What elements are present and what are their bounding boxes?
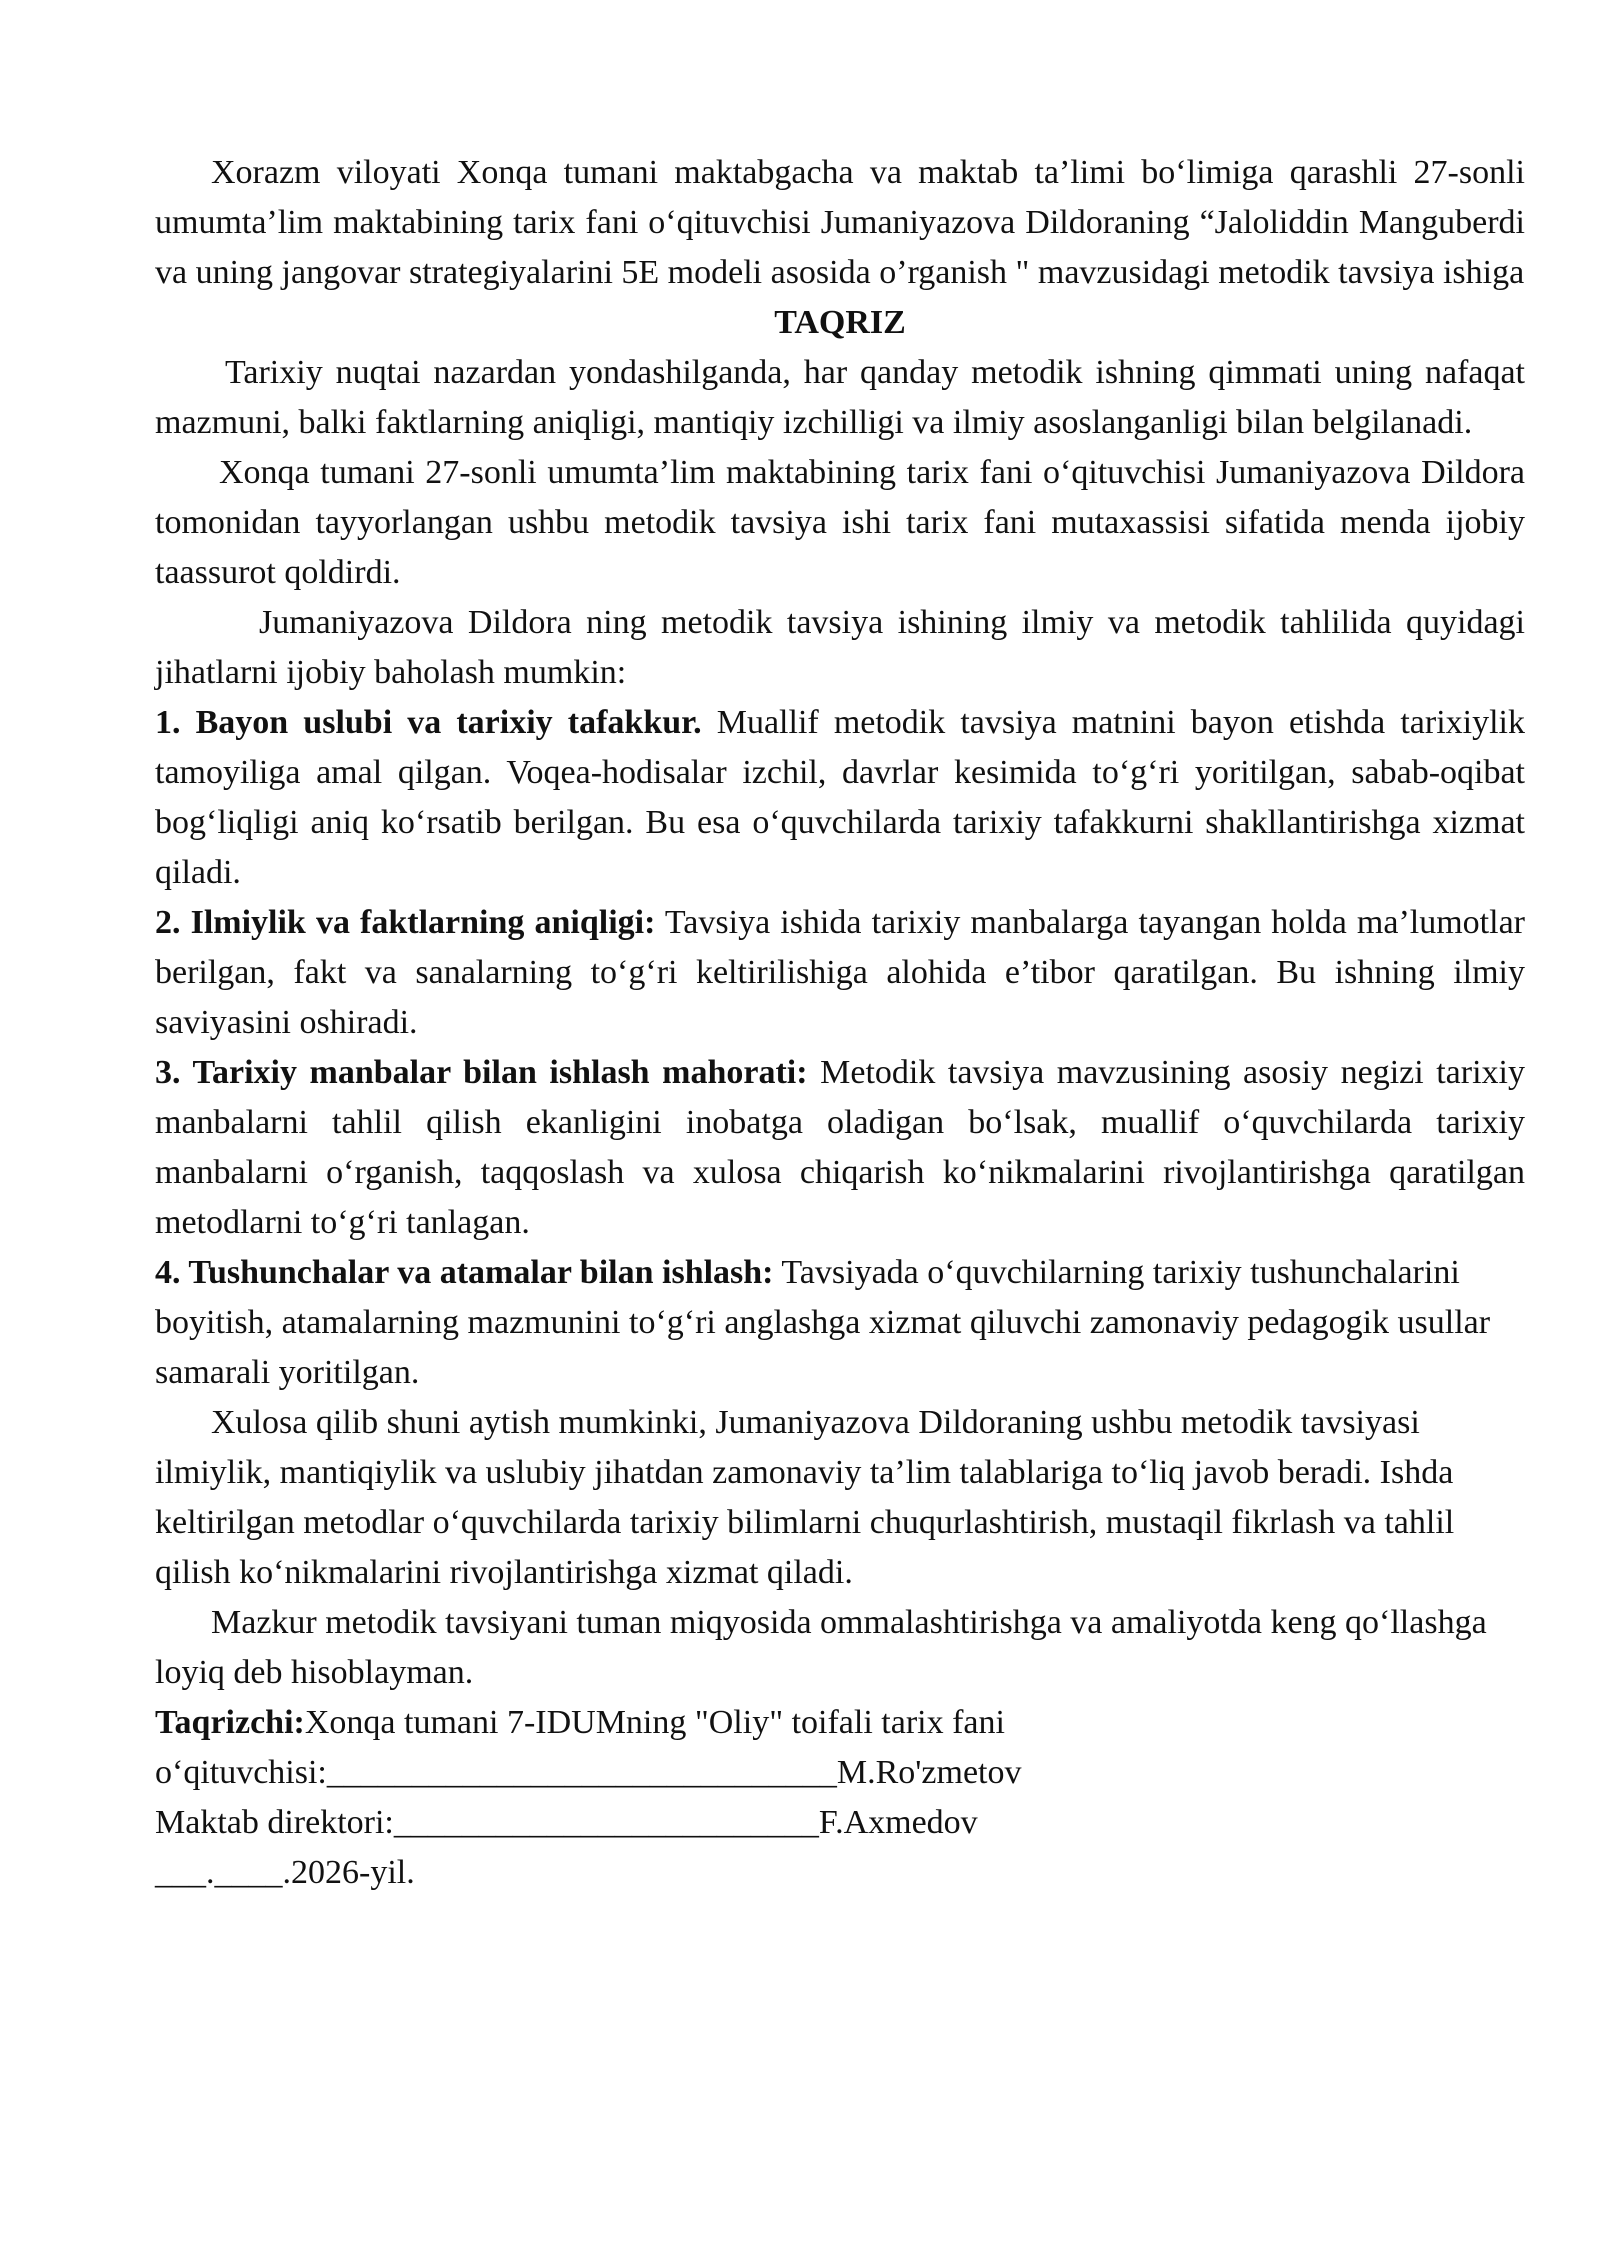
point-4-heading: 4. Tushunchalar va atamalar bilan ishlash: xyxy=(155,1254,774,1291)
recommendation-paragraph: Mazkur metodik tavsiyani tuman miqyosida ommalashtirishga va amaliyotda keng qo‘llashga loyiq deb hisoblayman. xyxy=(155,1604,1487,1691)
document-title: TAQRIZ xyxy=(774,304,906,341)
document-page xyxy=(155,148,1525,1898)
reviewer-line xyxy=(155,1698,1525,1748)
date-line: ___.____.2026-yil. xyxy=(155,1854,415,1891)
point-3 xyxy=(155,1048,1525,1248)
point-4 xyxy=(155,1248,1525,1398)
body-paragraph-2: Xonqa tumani 27-sonli umumta’lim maktabining tarix fani o‘qituvchisi Jumaniyazova Dildora tomonidan tayyorlangan ushbu metodik tavsiya ishi tarix fani mutaxassisi sifatida menda ijobiy taassurot qoldirdi. xyxy=(155,454,1525,591)
point-3-heading: 3. Tarixiy manbalar bilan ishlash mahorati: xyxy=(155,1054,808,1091)
reviewer-text: Xonqa tumani 7-IDUMning "Oliy" toifali tarix fani xyxy=(304,1704,1005,1741)
point-3-text: Metodik tavsiya mavzusining asosiy negizi tarixiy manbalarni tahlil qilish ekanligini inobatga oladigan bo‘lsak, muallif o‘quvchilarda tarixiy manbalarni o‘rganish, taqqoslash va xulosa chiqarish ko‘nikmalarini rivojlantirishga qaratilgan metodlarni to‘g‘ri tanlagan. xyxy=(155,1054,1525,1241)
director-signature-line: Maktab direktori:_________________________F.Axmedov xyxy=(155,1804,978,1841)
point-2-heading: 2. Ilmiylik va faktlarning aniqligi: xyxy=(155,904,656,941)
point-1-text: Muallif metodik tavsiya matnini bayon etishda tarixiylik tamoyiliga amal qilgan. Voqea-hodisalar izchil, davrlar kesimida to‘g‘ri yoritilgan, sabab-oqibat bog‘liqligi aniq ko‘rsatib berilgan. Bu esa o‘quvchilarda tarixiy tafakkurni shakllantirishga xizmat qiladi. xyxy=(155,704,1525,891)
point-2-text: Tavsiya ishida tarixiy manbalarga tayangan holda ma’lumotlar berilgan, fakt va sanalarning to‘g‘ri keltirilishiga alohida e’tibor qaratilgan. Bu ishning ilmiy saviyasini oshiradi. xyxy=(155,904,1525,1041)
point-4-text: Tavsiyada o‘quvchilarning tarixiy tushunchalarini boyitish, atamalarning mazmunini to‘g‘ri anglashga xizmat qiluvchi zamonaviy pedagogik usullar samarali yoritilgan. xyxy=(155,1254,1491,1391)
point-1 xyxy=(155,698,1525,898)
reviewer-label: Taqrizchi: xyxy=(155,1704,305,1741)
teacher-signature-line: o‘qituvchisi:______________________________M.Ro'zmetov xyxy=(155,1754,1022,1791)
body-paragraph-1: Tarixiy nuqtai nazardan yondashilganda, har qanday metodik ishning qimmati uning nafaqat mazmuni, balki faktlarning aniqligi, mantiqiy izchilligi va ilmiy asoslanganligi bilan belgilanadi. xyxy=(155,354,1525,441)
point-2 xyxy=(155,898,1525,1048)
body-paragraph-3: Jumaniyazova Dildora ning metodik tavsiya ishining ilmiy va metodik tahlilida quyidagi jihatlarni ijobiy baholash mumkin: xyxy=(155,604,1525,691)
intro-paragraph: Xorazm viloyati Xonqa tumani maktabgacha va maktab ta’limi bo‘limiga qarashli 27-sonli umumta’lim maktabining tarix fani o‘qituvchisi Jumaniyazova Dildoraning “Jaloliddin Manguberdi va uning jangovar strategiyalarini 5E modeli asosida o’rganish " mavzusidagi metodik tavsiya ishiga xyxy=(155,154,1525,291)
point-1-heading: 1. Bayon uslubi va tarixiy tafakkur. xyxy=(155,704,702,741)
conclusion-paragraph: Xulosa qilib shuni aytish mumkinki, Jumaniyazova Dildoraning ushbu metodik tavsiyasi ilmiylik, mantiqiylik va uslubiy jihatdan zamonaviy ta’lim talablariga to‘liq javob beradi. Ishda keltirilgan metodlar o‘quvchilarda tarixiy bilimlarni chuqurlashtirish, mustaqil fikrlash va tahlil qilish ko‘nikmalarini rivojlantirishga xizmat qiladi. xyxy=(155,1404,1455,1591)
